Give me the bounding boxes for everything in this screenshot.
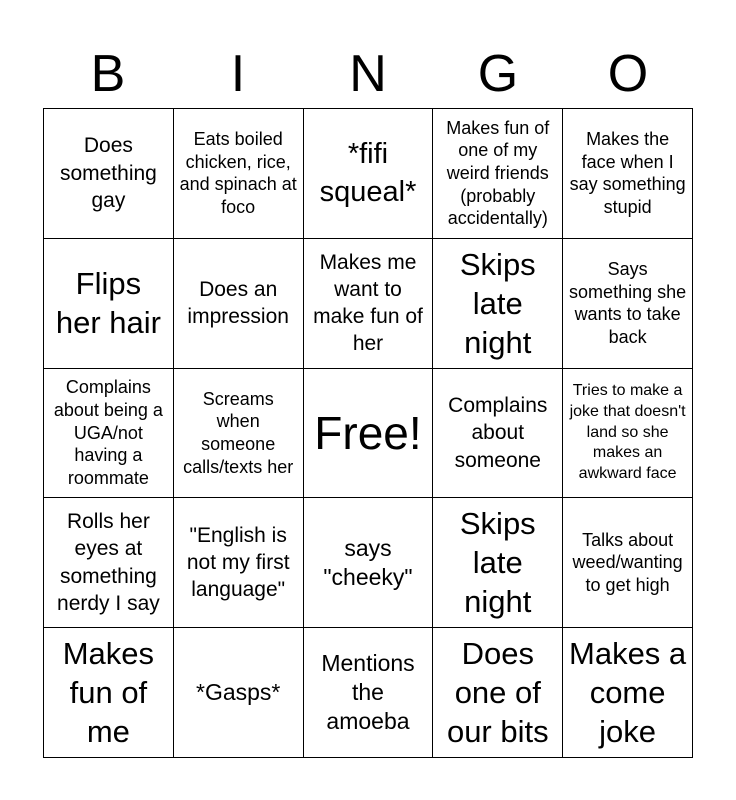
cell-text: Makes fun of me xyxy=(62,636,155,750)
header-letter-i: I xyxy=(230,45,246,103)
cell-text: *fifi squeal* xyxy=(319,138,417,209)
cell-text: Skips late night xyxy=(459,506,536,620)
cell-text: Says something she wants to take back xyxy=(569,258,687,347)
bingo-cell[interactable] xyxy=(563,109,693,239)
cell-text: Makes the face when I say something stupid xyxy=(569,129,686,218)
cell-text: Free! xyxy=(314,406,422,459)
cell-text: says "cheeky" xyxy=(323,534,413,590)
cell-text: Skips late night xyxy=(459,246,536,360)
bingo-cell[interactable] xyxy=(174,369,304,499)
bingo-cell[interactable] xyxy=(174,628,304,758)
cell-text: Does an impression xyxy=(187,277,289,329)
cell-text: Does one of our bits xyxy=(446,636,549,750)
header-letter-b: B xyxy=(90,45,126,103)
cell-text: Complains about being a UGA/not having a roommate xyxy=(53,377,163,488)
header-letter-g: G xyxy=(477,45,519,103)
cell-text: Mentions the amoeba xyxy=(321,649,415,735)
cell-text: Screams when someone calls/texts her xyxy=(183,388,294,477)
header-letter-n: N xyxy=(349,45,387,103)
bingo-cell[interactable] xyxy=(174,109,304,239)
bingo-cell[interactable] xyxy=(304,109,434,239)
bingo-cell[interactable] xyxy=(44,239,174,369)
bingo-cell[interactable] xyxy=(44,109,174,239)
header-letter-o: O xyxy=(607,45,649,103)
bingo-cell[interactable] xyxy=(304,239,434,369)
cell-text: Tries to make a joke that doesn't land so she makes an awkward face xyxy=(569,382,686,483)
cell-text: "English is not my first language" xyxy=(186,523,290,602)
cell-text: Complains about someone xyxy=(448,394,548,472)
bingo-cell[interactable] xyxy=(433,628,563,758)
bingo-cell[interactable] xyxy=(563,369,693,499)
bingo-cell[interactable] xyxy=(174,498,304,628)
bingo-cell[interactable] xyxy=(44,369,174,499)
bingo-cell[interactable] xyxy=(304,498,434,628)
cell-text: Makes fun of one of my weird friends (probably accidentally) xyxy=(446,117,550,229)
bingo-cell[interactable] xyxy=(174,239,304,369)
bingo-cell[interactable] xyxy=(563,628,693,758)
bingo-cell[interactable] xyxy=(433,109,563,239)
bingo-cell[interactable] xyxy=(44,498,174,628)
bingo-header xyxy=(43,40,693,108)
cell-text: Makes a come joke xyxy=(569,636,687,750)
bingo-free-space[interactable] xyxy=(304,369,434,499)
bingo-cell[interactable] xyxy=(44,628,174,758)
bingo-cell[interactable] xyxy=(433,239,563,369)
cell-text: Does something gay xyxy=(59,134,157,213)
bingo-board xyxy=(43,108,693,758)
bingo-cell[interactable] xyxy=(304,628,434,758)
cell-text: Eats boiled chicken, rice, and spinach at foco xyxy=(179,129,297,218)
cell-text: Rolls her eyes at something nerdy I say xyxy=(57,510,160,616)
bingo-cell[interactable] xyxy=(433,369,563,499)
bingo-cell[interactable] xyxy=(563,498,693,628)
bingo-cell[interactable] xyxy=(563,239,693,369)
cell-text: Talks about weed/wanting to get high xyxy=(572,529,683,596)
cell-text: Makes me want to make fun of her xyxy=(313,250,423,356)
cell-text: *Gasps* xyxy=(196,678,281,705)
cell-text: Flips her hair xyxy=(55,266,161,341)
bingo-cell[interactable] xyxy=(433,498,563,628)
